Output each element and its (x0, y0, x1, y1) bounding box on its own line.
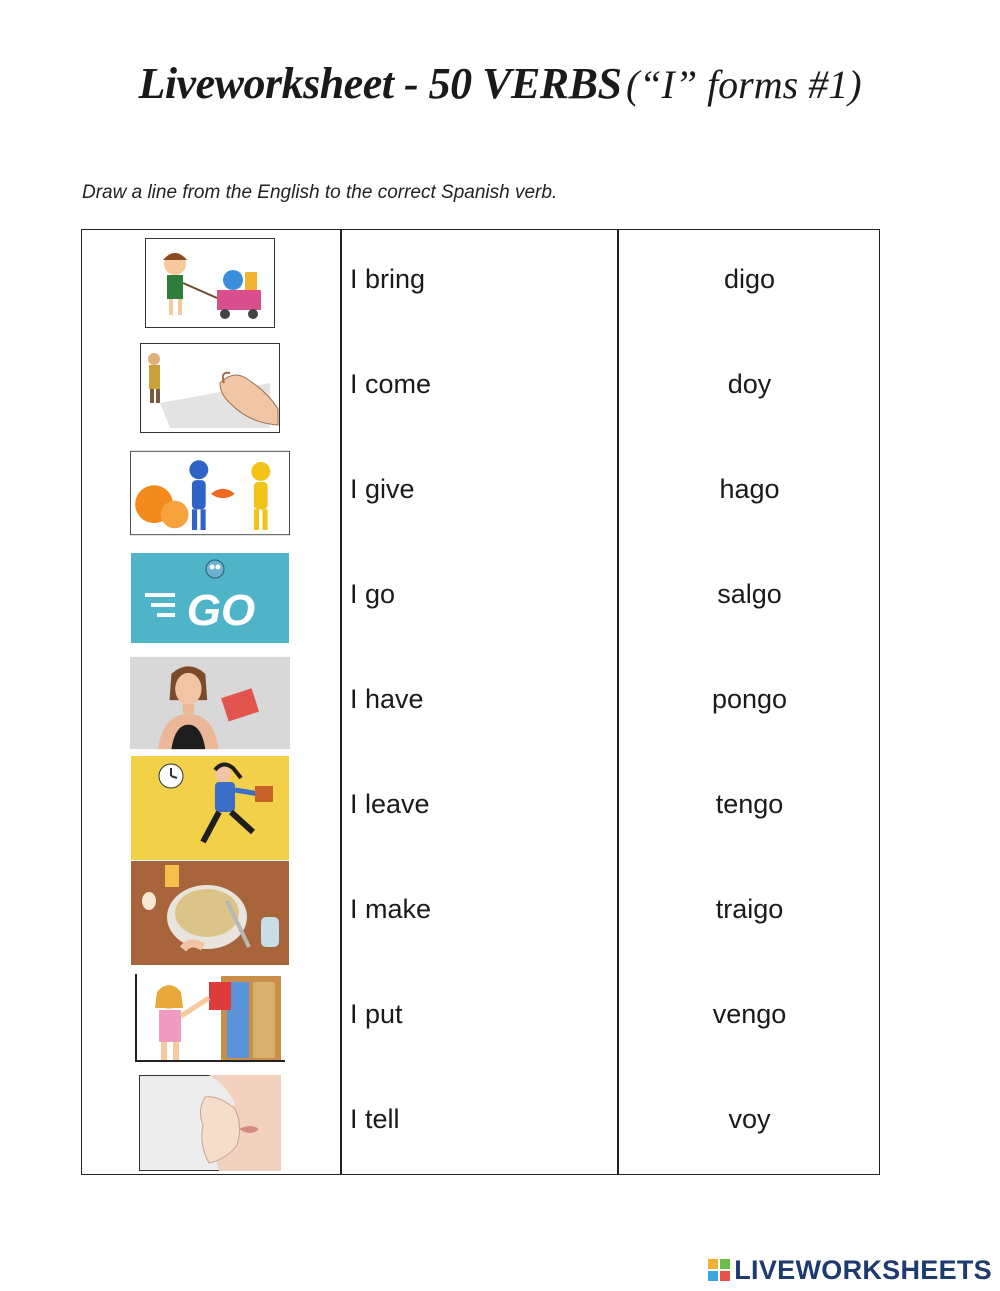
logo-square (708, 1259, 718, 1269)
liveworksheets-logo (708, 1252, 992, 1288)
beckoning-hand-icon (130, 343, 290, 433)
english-verb: I go (350, 579, 396, 609)
spanish-verb: vengo (712, 999, 787, 1029)
matching-table (81, 229, 880, 1175)
spanish-verb: tengo (715, 789, 784, 819)
title-main: Liveworksheet - 50 VERBS (138, 59, 622, 108)
logo-square (708, 1271, 718, 1281)
title-sub: (“I” forms #1) (625, 62, 862, 107)
go-logo-icon (130, 553, 290, 643)
table-row (82, 545, 881, 650)
spanish-verb: hago (719, 474, 780, 504)
logo-square (720, 1271, 730, 1281)
english-verb: I bring (350, 264, 426, 294)
logo-square (720, 1259, 730, 1269)
spanish-verb: digo (723, 264, 776, 294)
instructions: Draw a line from the English to the correct Spanish verb. (82, 182, 558, 203)
table-row (82, 755, 881, 860)
english-verb: I make (350, 894, 432, 924)
mixing-bowl-icon (130, 868, 290, 958)
girl-pulling-wagon-icon (130, 238, 290, 328)
table-row (82, 650, 881, 755)
logo-grid-icon (708, 1259, 730, 1281)
svg-text:GO: GO (186, 586, 256, 635)
english-verb: I tell (350, 1104, 400, 1134)
english-verb: I give (350, 474, 415, 504)
spanish-verb: traigo (715, 894, 784, 924)
spanish-verb: pongo (711, 684, 788, 714)
spanish-verb: voy (728, 1104, 771, 1134)
logo-text: LIVEWORKSHEETS (734, 1254, 992, 1285)
woman-running-late-icon (130, 763, 290, 853)
spanish-verb: doy (727, 369, 772, 399)
english-verb: I have (350, 684, 424, 714)
table-row (82, 335, 881, 440)
table-row (82, 1070, 881, 1175)
english-verb: I leave (350, 789, 430, 819)
table-row (82, 860, 881, 965)
figures-sharing-orange-icon (130, 448, 290, 538)
whispering-mouth-icon (130, 1078, 290, 1168)
girl-shelving-book-icon (130, 973, 290, 1063)
english-verb: I put (350, 999, 403, 1029)
table-row (82, 965, 881, 1070)
woman-holding-book-icon (130, 658, 290, 748)
table-row (82, 230, 881, 335)
page-title (0, 58, 1000, 109)
table-row (82, 440, 881, 545)
english-verb: I come (350, 369, 432, 399)
spanish-verb: salgo (717, 579, 782, 609)
